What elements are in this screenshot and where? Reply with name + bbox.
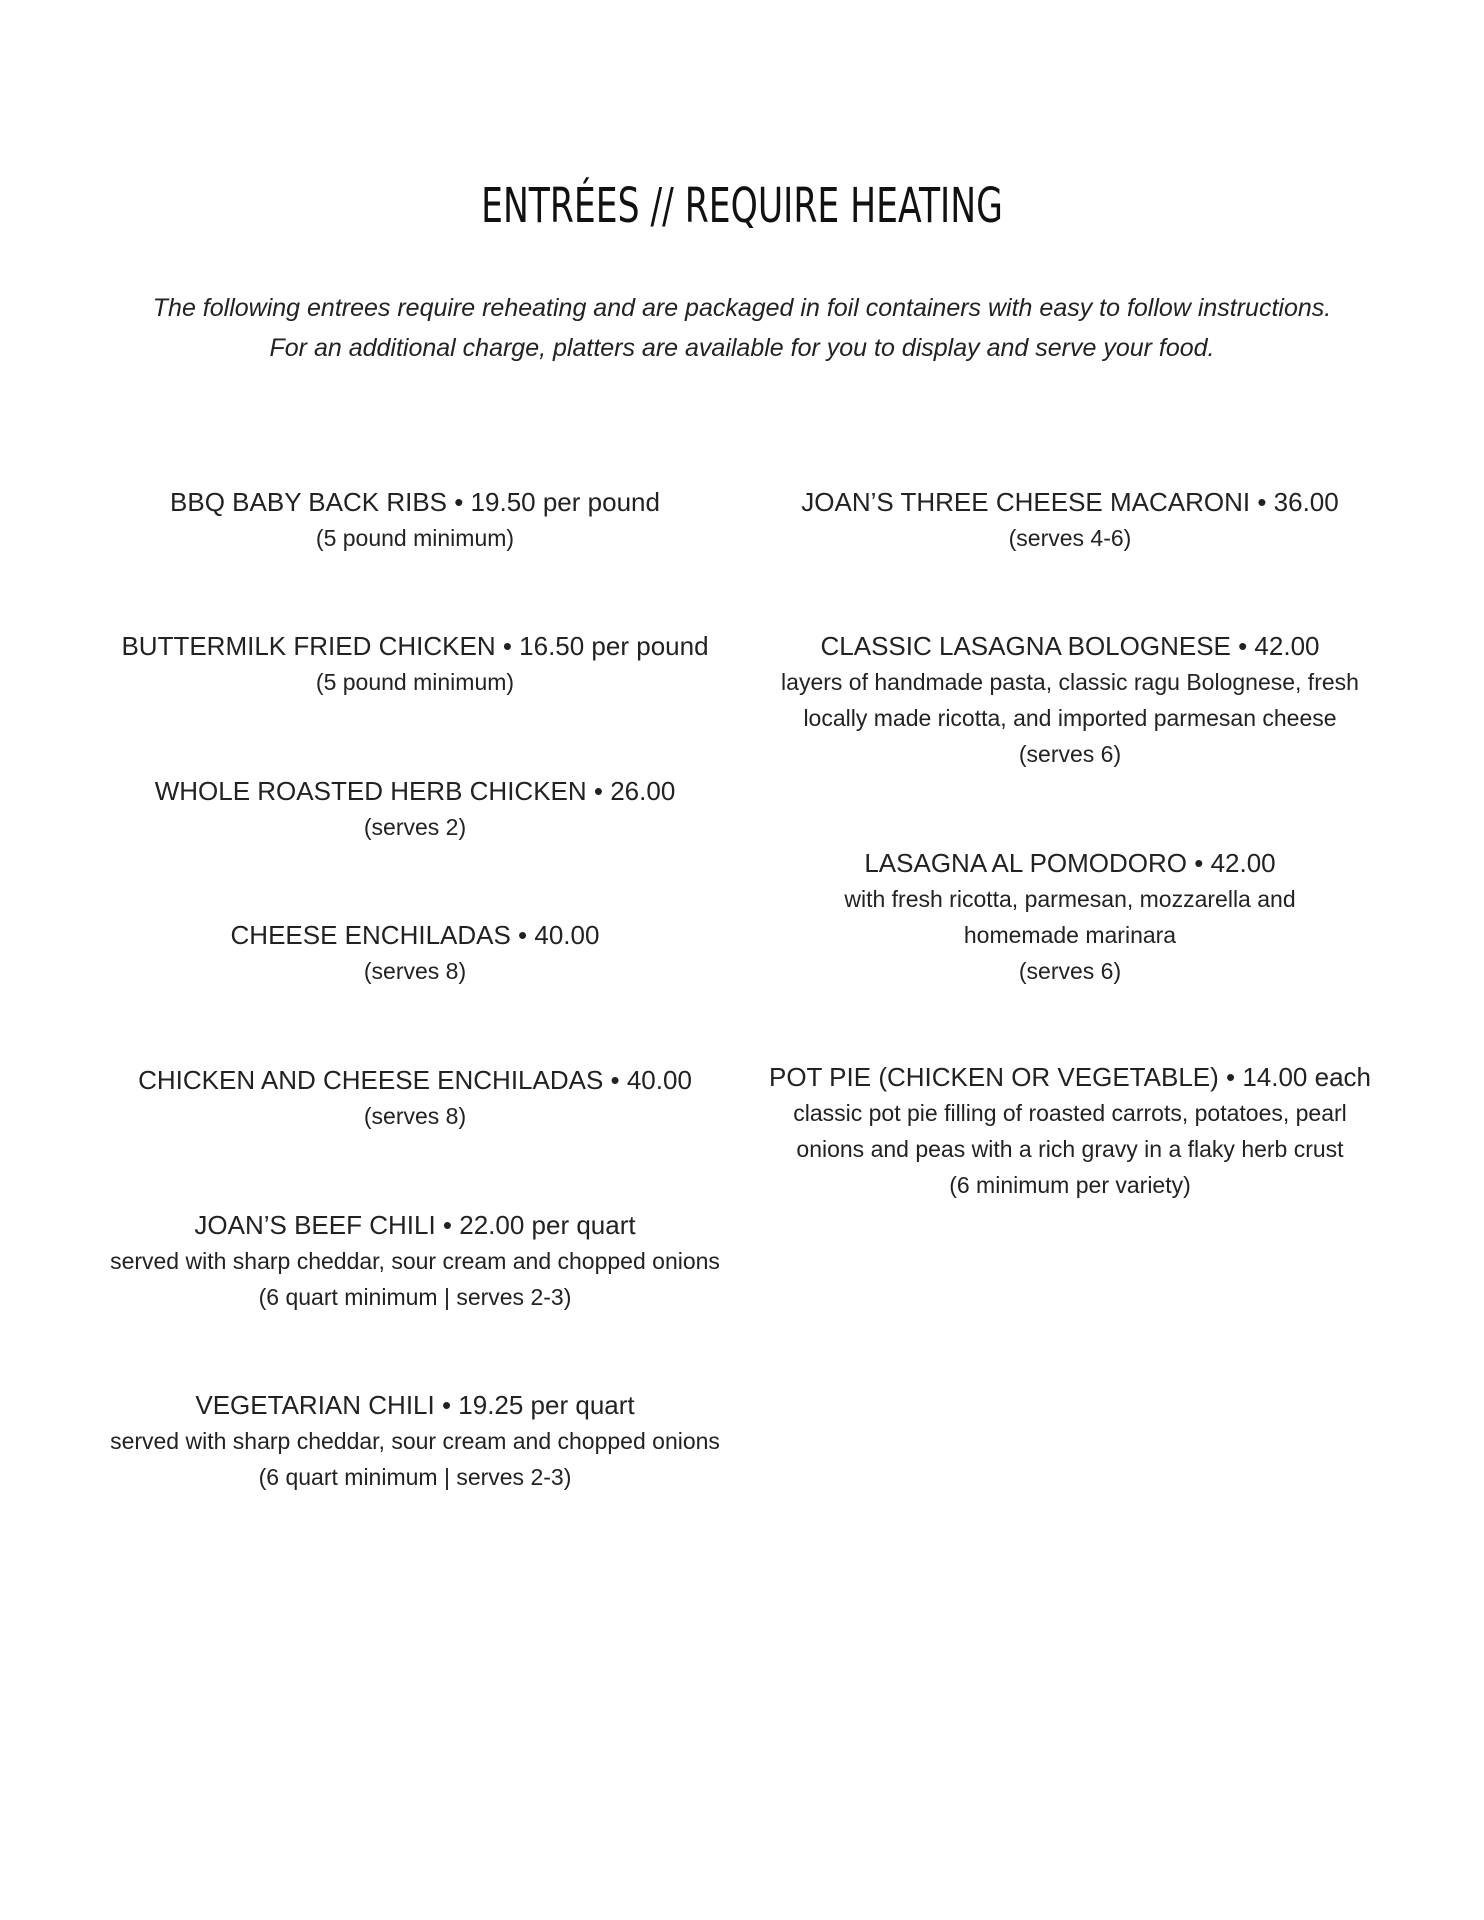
menu-item-name: POT PIE (CHICKEN OR VEGETABLE) • 14.00 each xyxy=(768,1062,1371,1092)
menu-item-roasted-chicken xyxy=(60,773,770,845)
intro-text xyxy=(0,288,1484,368)
menu-item-note: (6 quart minimum | serves 2-3) xyxy=(258,1284,572,1310)
menu-item-note: (serves 6) xyxy=(1018,741,1122,767)
menu-item-bbq-ribs xyxy=(60,484,770,556)
menu-item-name: BBQ BABY BACK RIBS • 19.50 per pound xyxy=(170,487,660,517)
menu-item-name: VEGETARIAN CHILI • 19.25 per quart xyxy=(195,1390,635,1420)
menu-item-note: (serves 8) xyxy=(363,958,467,984)
menu-item-description: served with sharp cheddar, sour cream and chopped onions xyxy=(110,1248,720,1274)
page-title: ENTRÉES // REQUIRE HEATING xyxy=(481,178,1003,234)
menu-item-name: CHEESE ENCHILADAS • 40.00 xyxy=(230,920,600,950)
menu-item-description: homemade marinara xyxy=(963,922,1177,948)
menu-item-fried-chicken xyxy=(60,628,770,700)
menu-item-pot-pie xyxy=(750,1059,1390,1203)
menu-item-name: LASAGNA AL POMODORO • 42.00 xyxy=(864,848,1276,878)
menu-item-name: JOAN’S THREE CHEESE MACARONI • 36.00 xyxy=(801,487,1339,517)
menu-item-note: (5 pound minimum) xyxy=(315,669,515,695)
menu-item-note: (6 quart minimum | serves 2-3) xyxy=(258,1464,572,1490)
menu-item-note: (serves 2) xyxy=(363,814,467,840)
menu-item-description: onions and peas with a rich gravy in a flaky herb crust xyxy=(796,1136,1344,1162)
menu-item-description: with fresh ricotta, parmesan, mozzarella and xyxy=(844,886,1296,912)
intro-line: The following entrees require reheating and are packaged in foil containers with easy to follow instructions. xyxy=(152,294,1332,322)
menu-item-chicken-cheese-enchiladas xyxy=(60,1062,770,1134)
menu-item-description: classic pot pie filling of roasted carrots, potatoes, pearl xyxy=(793,1100,1347,1126)
menu-item-note: (6 minimum per variety) xyxy=(949,1172,1191,1198)
menu-item-name: CHICKEN AND CHEESE ENCHILADAS • 40.00 xyxy=(138,1065,692,1095)
menu-item-description: locally made ricotta, and imported parmesan cheese xyxy=(803,705,1337,731)
menu-item-note: (serves 8) xyxy=(363,1103,467,1129)
menu-item-note: (5 pound minimum) xyxy=(315,525,515,551)
menu-item-lasagna-bolognese xyxy=(750,628,1390,772)
menu-item-beef-chili xyxy=(60,1207,770,1315)
menu-item-vegetarian-chili xyxy=(60,1387,770,1495)
menu-item-macaroni xyxy=(750,484,1390,556)
menu-item-description: served with sharp cheddar, sour cream and chopped onions xyxy=(110,1428,720,1454)
menu-item-cheese-enchiladas xyxy=(60,917,770,989)
intro-line: For an additional charge, platters are available for you to display and serve your food. xyxy=(269,334,1215,362)
menu-item-name: BUTTERMILK FRIED CHICKEN • 16.50 per pound xyxy=(121,631,709,661)
menu-item-description: layers of handmade pasta, classic ragu Bolognese, fresh xyxy=(781,669,1359,695)
menu-item-name: JOAN’S BEEF CHILI • 22.00 per quart xyxy=(194,1210,636,1240)
menu-item-name: WHOLE ROASTED HERB CHICKEN • 26.00 xyxy=(154,776,676,806)
menu-item-name: CLASSIC LASAGNA BOLOGNESE • 42.00 xyxy=(820,631,1320,661)
menu-item-note: (serves 4-6) xyxy=(1008,525,1132,551)
menu-item-lasagna-pomodoro xyxy=(750,845,1390,989)
menu-item-note: (serves 6) xyxy=(1018,958,1122,984)
